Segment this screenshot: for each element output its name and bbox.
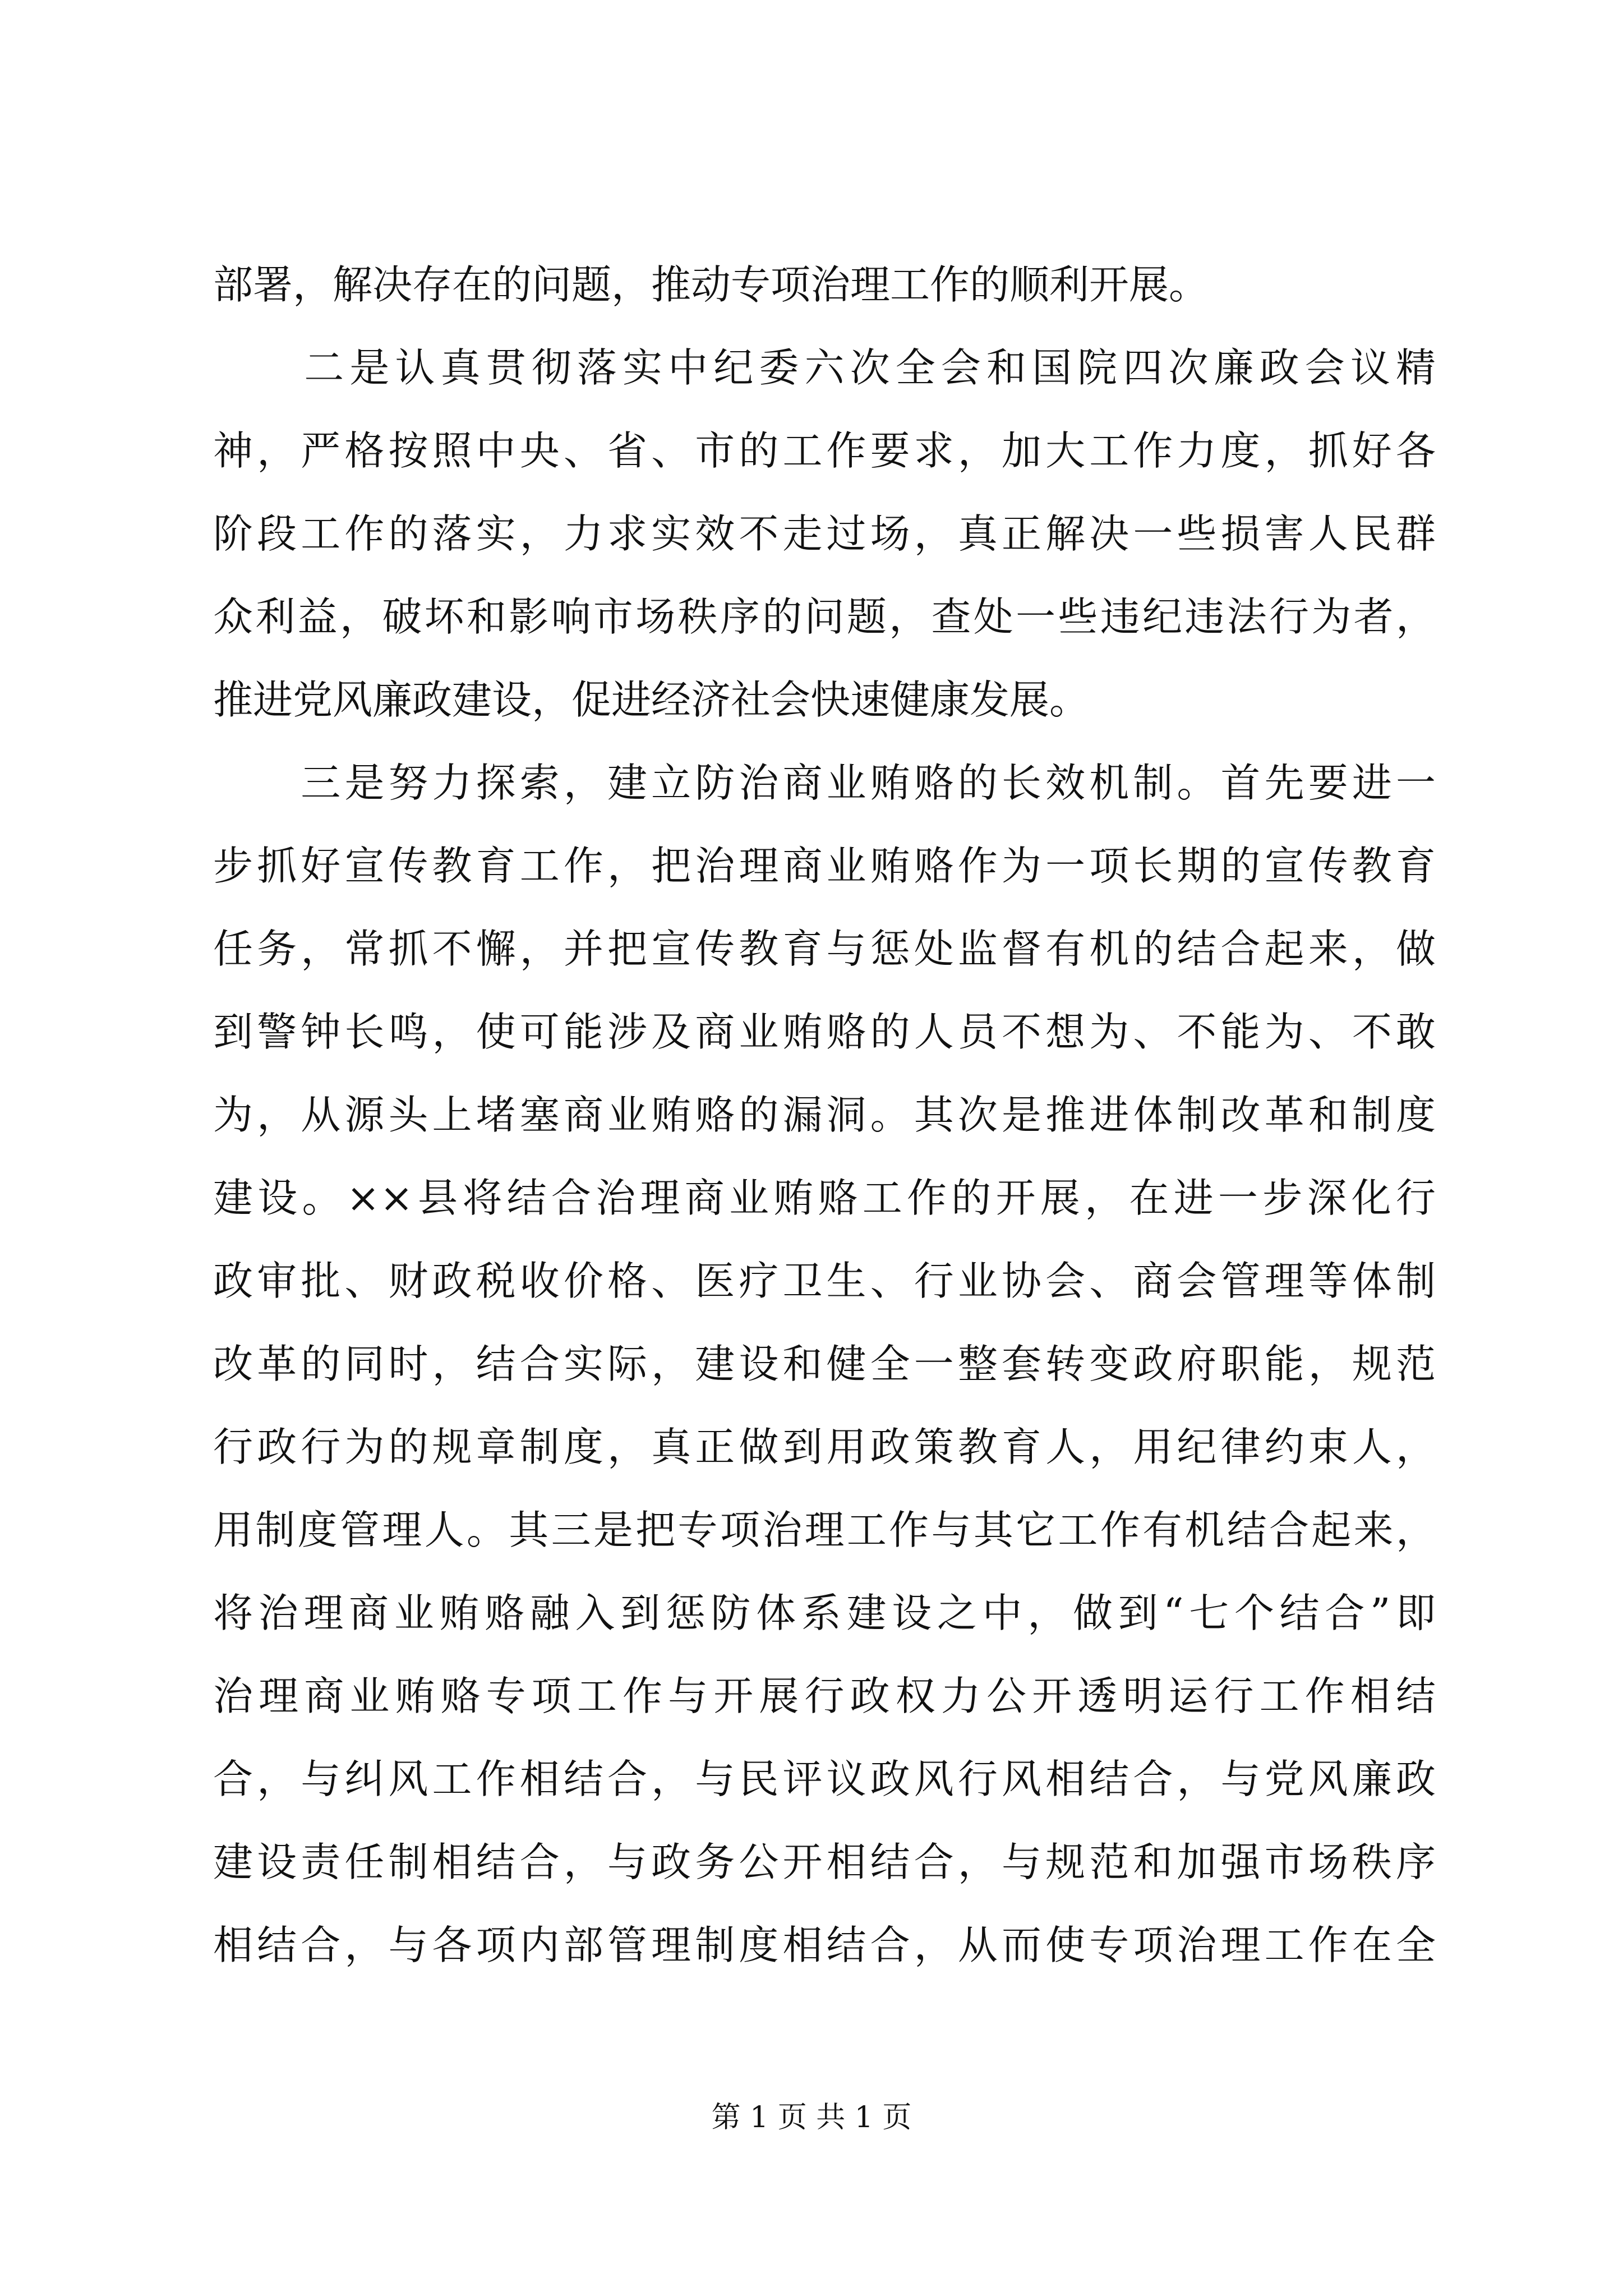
text-line: 合，与纠风工作相结合，与民评议政风行风相结合，与党风廉政 <box>213 1756 1436 1802</box>
text-line: 建设。××县将结合治理商业贿赂工作的开展，在进一步深化行 <box>213 1175 1436 1221</box>
text-line: 三是努力探索，建立防治商业贿赂的长效机制。首先要进一 <box>213 760 1436 806</box>
text-line: 阶段工作的落实，力求实效不走过场，真正解决一些损害人民群 <box>213 510 1436 557</box>
text-line: 为，从源头上堵塞商业贿赂的漏洞。其次是推进体制改革和制度 <box>213 1092 1436 1138</box>
text-line: 到警钟长鸣，使可能涉及商业贿赂的人员不想为、不能为、不敢 <box>213 1009 1436 1055</box>
text-line: 建设责任制相结合，与政务公开相结合，与规范和加强市场秩序 <box>213 1839 1436 1885</box>
text-line: 将治理商业贿赂融入到惩防体系建设之中，做到“七个结合”即 <box>213 1590 1436 1636</box>
text-line: 用制度管理人。其三是把专项治理工作与其它工作有机结合起来， <box>213 1507 1436 1553</box>
text-line: 推进党风廉政建设，促进经济社会快速健康发展。 <box>213 677 1090 723</box>
text-line: 步抓好宣传教育工作，把治理商业贿赂作为一项长期的宣传教育 <box>213 843 1436 889</box>
text-line: 部署，解决存在的问题，推动专项治理工作的顺利开展。 <box>213 261 1209 308</box>
text-line: 二是认真贯彻落实中纪委六次全会和国院四次廉政会议精 <box>213 344 1436 391</box>
text-line: 任务，常抓不懈，并把宣传教育与惩处监督有机的结合起来，做 <box>213 926 1436 972</box>
text-line: 行政行为的规章制度，真正做到用政策教育人，用纪律约束人， <box>213 1424 1436 1470</box>
text-line: 改革的同时，结合实际，建设和健全一整套转变政府职能，规范 <box>213 1341 1436 1387</box>
page-footer: 第 1 页 共 1 页 <box>711 2101 912 2134</box>
text-line: 神，严格按照中央、省、市的工作要求，加大工作力度，抓好各 <box>213 427 1436 474</box>
text-line: 众利益，破坏和影响市场秩序的问题，查处一些违纪违法行为者， <box>213 593 1436 640</box>
text-line: 政审批、财政税收价格、医疗卫生、行业协会、商会管理等体制 <box>213 1258 1436 1304</box>
text-line: 治理商业贿赂专项工作与开展行政权力公开透明运行工作相结 <box>213 1673 1436 1719</box>
text-line: 相结合，与各项内部管理制度相结合，从而使专项治理工作在全 <box>213 1922 1436 1968</box>
